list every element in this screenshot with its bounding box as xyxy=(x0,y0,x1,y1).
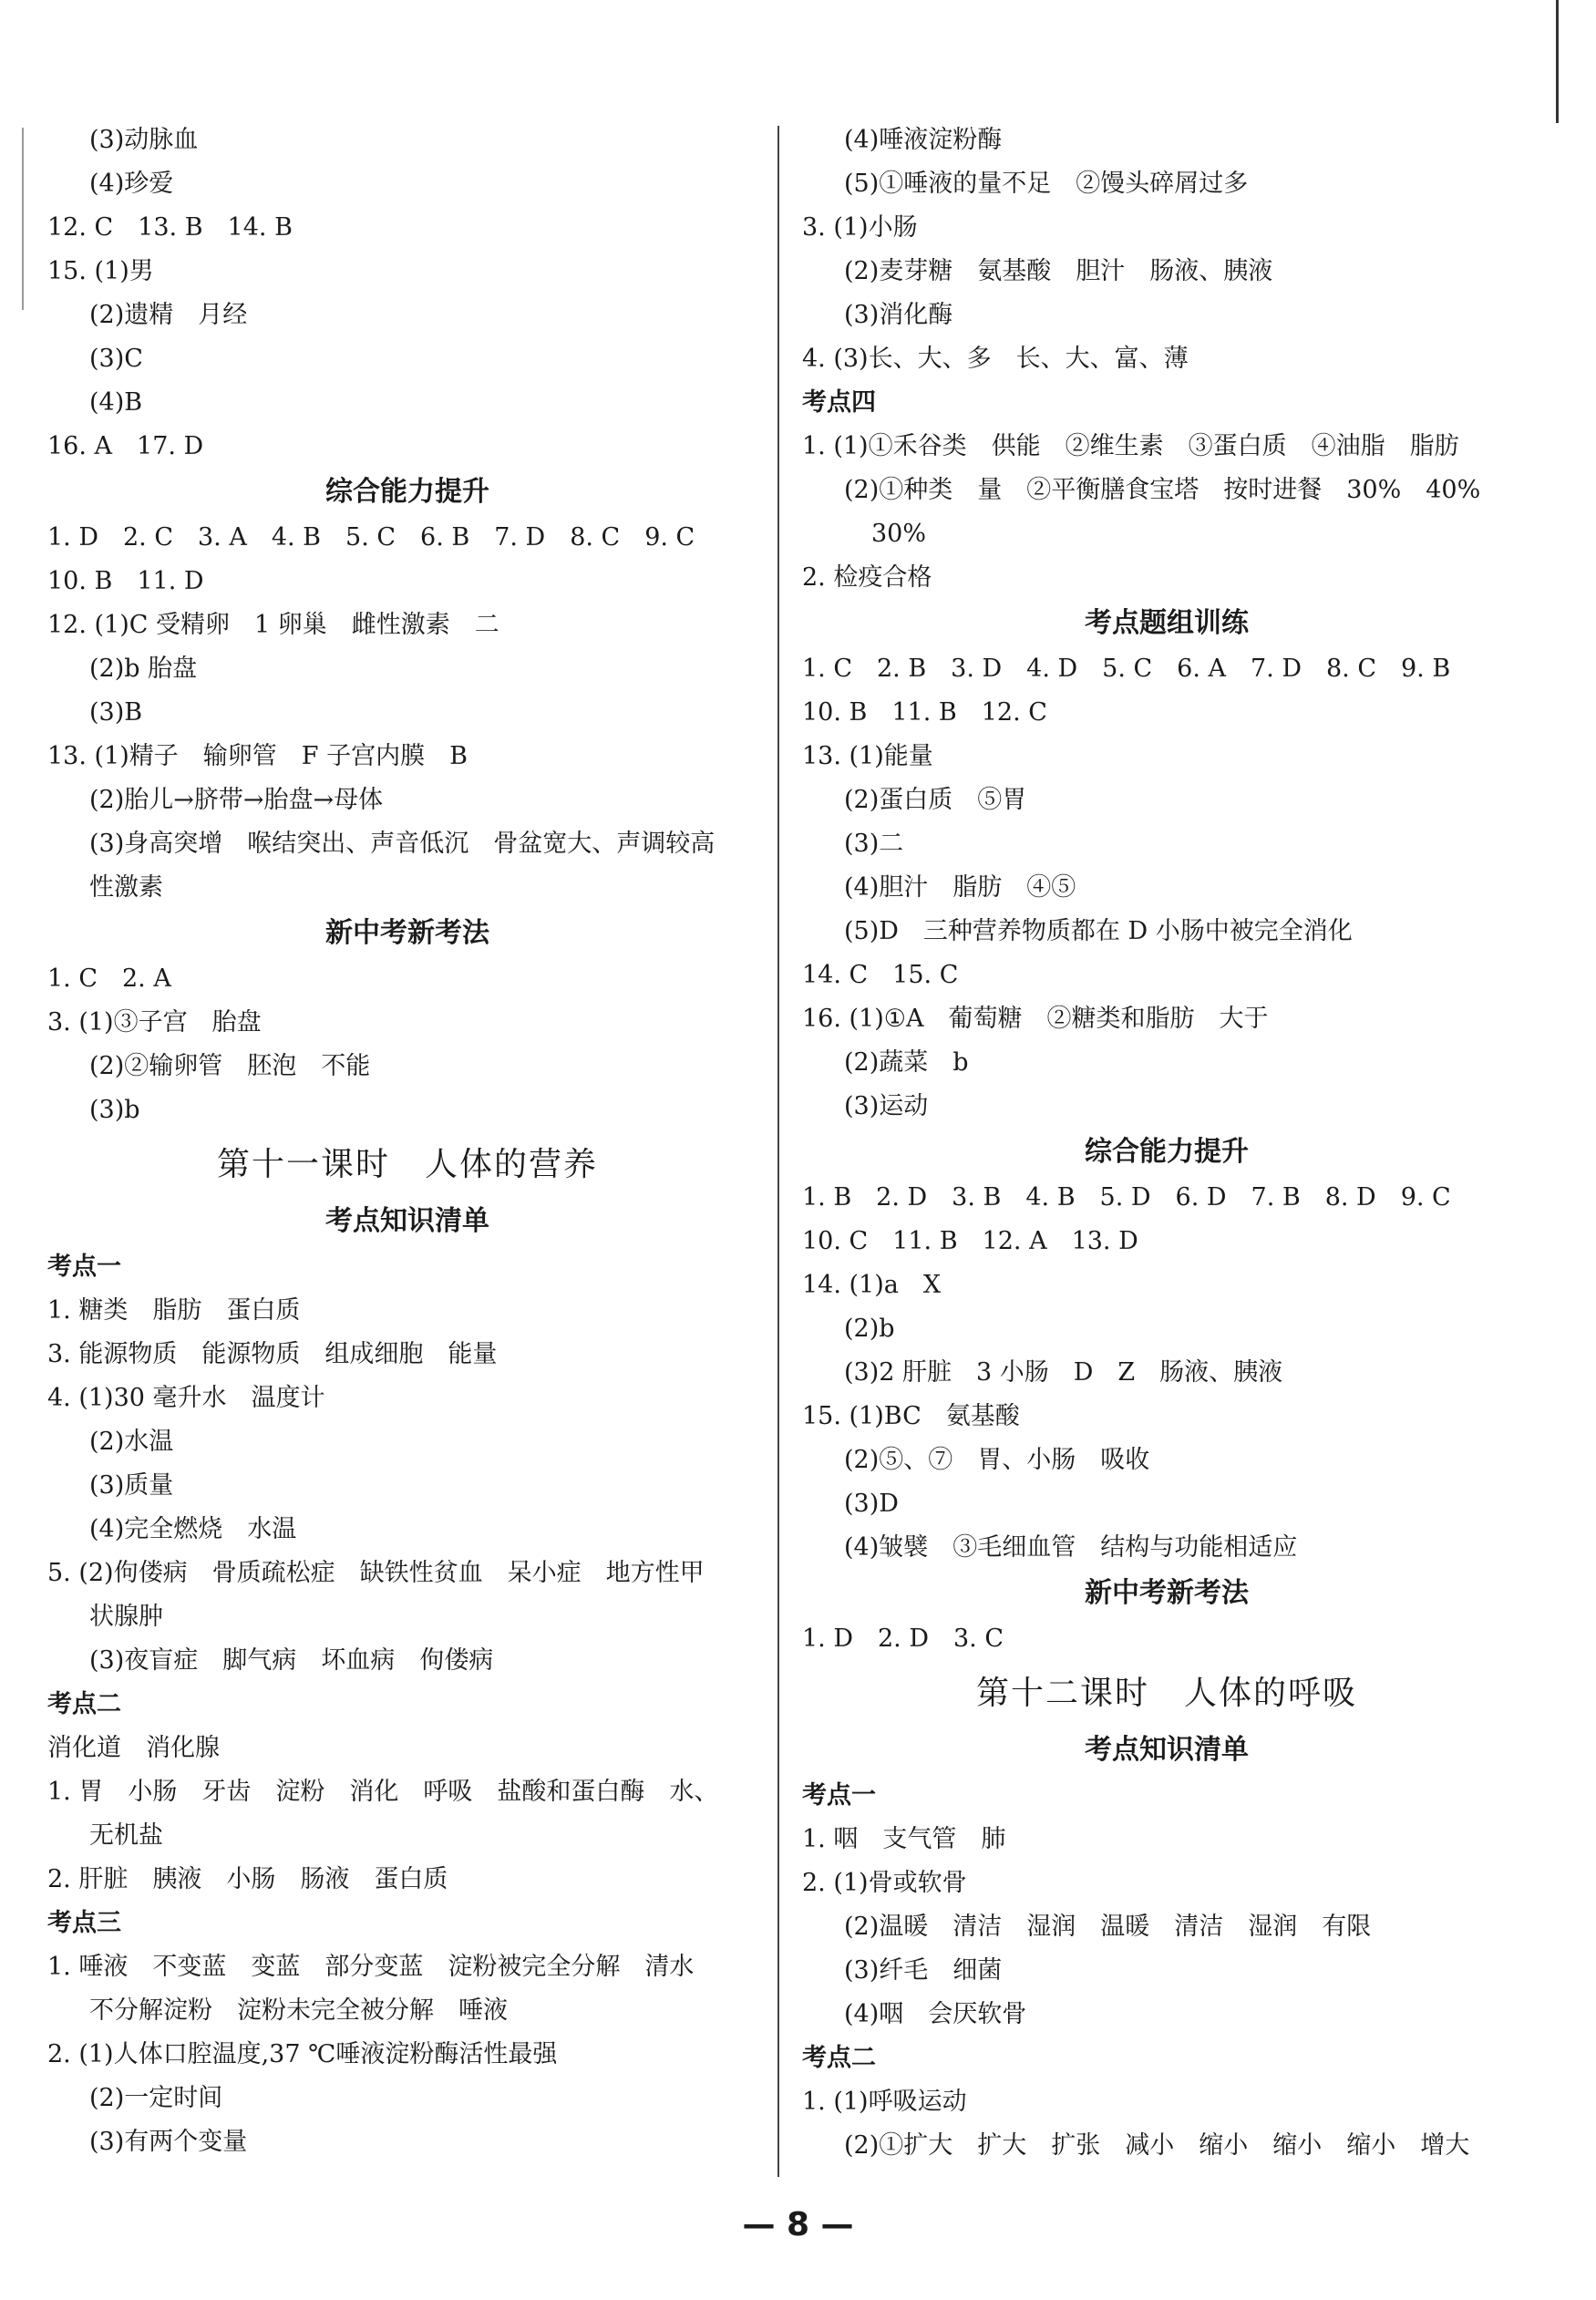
answer-line: 14. (1)a X xyxy=(802,1271,942,1299)
answer-line: (2)温暖 清洁 湿润 温暖 清洁 湿润 有限 xyxy=(844,1913,1372,1941)
answer-line: 1. C 2. B 3. D 4. D 5. C 6. A 7. D 8. C 9. B xyxy=(802,655,1451,683)
left-column xyxy=(47,119,767,2164)
answer-line: 无机盐 xyxy=(89,1821,163,1850)
section-heading: 综合能力提升 xyxy=(1085,1136,1249,1168)
answer-line: 10. C 11. B 12. A 13. D xyxy=(802,1227,1138,1255)
answer-line: (2)b xyxy=(844,1315,895,1343)
section-heading: 新中考新考法 xyxy=(325,917,489,949)
answer-line: 状腺肿 xyxy=(89,1603,163,1631)
answer-line: 15. (1)BC 氨基酸 xyxy=(802,1402,1020,1430)
answer-line: (3)动脉血 xyxy=(89,126,199,154)
answer-line: 10. B 11. B 12. C xyxy=(802,698,1047,727)
answer-line: 1. D 2. C 3. A 4. B 5. C 6. B 7. D 8. C 9. C xyxy=(47,523,695,552)
answer-line: 3. (1)③子宫 胎盘 xyxy=(47,1008,262,1037)
chapter-title: 第十一课时 人体的营养 xyxy=(216,1146,598,1183)
answer-line: (3)B xyxy=(89,698,143,727)
answer-line: (4)咽 会厌软骨 xyxy=(844,2000,1027,2028)
answer-line: (3)C xyxy=(89,345,143,373)
answer-line: 12. (1)C 受精卵 1 卵巢 雌性激素 二 xyxy=(47,611,499,639)
answer-line: (3)二 xyxy=(844,830,904,858)
answer-line: (4)完全燃烧 水温 xyxy=(89,1515,297,1543)
answer-line: 1. 咽 支气管 肺 xyxy=(802,1825,1006,1853)
answer-line: (3)消化酶 xyxy=(844,301,953,329)
answer-line: 10. B 11. D xyxy=(47,567,204,595)
answer-line: (3)2 肝脏 3 小肠 D Z 肠液、胰液 xyxy=(844,1358,1283,1387)
answer-line: (5)D 三种营养物质都在 D 小肠中被完全消化 xyxy=(844,917,1353,945)
answer-line: (2)遗精 月经 xyxy=(89,301,248,329)
answer-line: 3. (1)小肠 xyxy=(802,213,918,242)
answer-line: 1. (1)呼吸运动 xyxy=(802,2088,967,2116)
answer-line: 1. 糖类 脂肪 蛋白质 xyxy=(47,1296,301,1325)
page-edge-line xyxy=(1556,0,1559,123)
answer-line: (3)b xyxy=(89,1096,140,1124)
right-column xyxy=(802,119,1531,2168)
answer-line: (2)⑤、⑦ 胃、小肠 吸收 xyxy=(844,1446,1150,1474)
answer-line: 2. 检疫合格 xyxy=(802,563,932,592)
answer-line: 14. C 15. C xyxy=(802,961,959,989)
answer-line: (2)麦芽糖 氨基酸 胆汁 肠液、胰液 xyxy=(844,257,1273,285)
answer-line: 4. (3)长、大、多 长、大、富、薄 xyxy=(802,345,1189,373)
answer-line: (3)运动 xyxy=(844,1092,929,1120)
answer-line: 16. A 17. D xyxy=(47,432,204,460)
answer-line: (2)水温 xyxy=(89,1428,174,1456)
margin-mark xyxy=(22,128,24,310)
answer-line: (2)胎儿→脐带→胎盘→母体 xyxy=(89,786,384,814)
answer-line: (5)①唾液的量不足 ②馒头碎屑过多 xyxy=(844,170,1249,198)
topic-label: 考点二 xyxy=(47,1690,121,1718)
section-heading: 新中考新考法 xyxy=(1085,1577,1249,1609)
answer-line: 1. C 2. A xyxy=(47,964,171,993)
answer-line: 1. (1)①禾谷类 供能 ②维生素 ③蛋白质 ④油脂 脂肪 xyxy=(802,432,1459,460)
answer-line: (2)①扩大 扩大 扩张 减小 缩小 缩小 缩小 增大 xyxy=(844,2131,1470,2160)
answer-line: (2)蛋白质 ⑤胃 xyxy=(844,786,1027,814)
section-heading: 考点知识清单 xyxy=(1085,1734,1249,1766)
answer-line: (4)珍爱 xyxy=(89,170,174,198)
section-heading: 考点题组训练 xyxy=(1085,607,1249,639)
section-heading: 考点知识清单 xyxy=(325,1205,489,1237)
answer-line: (3)D xyxy=(844,1490,899,1518)
answer-line: 15. (1)男 xyxy=(47,257,154,285)
topic-label: 考点一 xyxy=(802,1781,876,1810)
column-divider xyxy=(777,126,779,2177)
answer-line: (3)身高突增 喉结突出、声音低沉 骨盆宽大、声调较高 xyxy=(89,830,716,858)
answer-line: (2)②输卵管 胚泡 不能 xyxy=(89,1052,371,1080)
answer-line: (3)有两个变量 xyxy=(89,2128,248,2156)
answer-line: 1. 胃 小肠 牙齿 淀粉 消化 呼吸 盐酸和蛋白酶 水、 xyxy=(47,1778,719,1806)
answer-line: (2)①种类 量 ②平衡膳食宝塔 按时进餐 30% 40% xyxy=(844,476,1481,504)
answer-line: 13. (1)精子 输卵管 F 子宫内膜 B xyxy=(47,742,468,770)
answer-line: 1. 唾液 不变蓝 变蓝 部分变蓝 淀粉被完全分解 清水 xyxy=(47,1953,695,1981)
answer-line: 16. (1)①A 葡萄糖 ②糖类和脂肪 大于 xyxy=(802,1005,1269,1033)
answer-line: 30% xyxy=(871,520,927,548)
answer-line: 性激素 xyxy=(89,873,163,902)
answer-line: (3)纤毛 细菌 xyxy=(844,1956,1003,1985)
answer-line: (2)蔬菜 b xyxy=(844,1048,969,1077)
answer-line: 5. (2)佝偻病 骨质疏松症 缺铁性贫血 呆小症 地方性甲 xyxy=(47,1559,705,1587)
answer-line: 2. (1)人体口腔温度,37 ℃唾液淀粉酶活性最强 xyxy=(47,2040,558,2068)
answer-line: (2)b 胎盘 xyxy=(89,655,198,683)
section-heading: 综合能力提升 xyxy=(325,476,489,508)
answer-line: 3. 能源物质 能源物质 组成细胞 能量 xyxy=(47,1340,498,1368)
answer-line: (4)B xyxy=(89,388,143,417)
topic-label: 考点三 xyxy=(47,1909,121,1937)
answer-line: 12. C 13. B 14. B xyxy=(47,213,293,242)
answer-line: 13. (1)能量 xyxy=(802,742,933,770)
topic-label: 考点一 xyxy=(47,1253,121,1281)
answer-line: (2)一定时间 xyxy=(89,2084,223,2112)
answer-line: (4)胆汁 脂肪 ④⑤ xyxy=(844,873,1076,902)
answer-line: 2. 肝脏 胰液 小肠 肠液 蛋白质 xyxy=(47,1865,448,1893)
answer-line: 2. (1)骨或软骨 xyxy=(802,1869,967,1897)
answer-line: 不分解淀粉 淀粉未完全被分解 唾液 xyxy=(89,1996,508,2025)
chapter-title: 第十二课时 人体的呼吸 xyxy=(975,1675,1357,1712)
answer-line: (4)唾液淀粉酶 xyxy=(844,126,1003,154)
answer-line: 4. (1)30 毫升水 温度计 xyxy=(47,1384,325,1412)
answer-line: 消化道 消化腺 xyxy=(47,1734,220,1762)
answer-line: 1. B 2. D 3. B 4. B 5. D 6. D 7. B 8. D 9. C xyxy=(802,1183,1451,1212)
topic-label: 考点二 xyxy=(802,2044,876,2072)
answer-line: (4)皱襞 ③毛细血管 结构与功能相适应 xyxy=(844,1533,1298,1562)
answer-line: (3)夜盲症 脚气病 坏血病 佝偻病 xyxy=(89,1646,494,1675)
topic-label: 考点四 xyxy=(802,388,876,417)
answer-line: 1. D 2. D 3. C xyxy=(802,1624,1004,1653)
page-number: — 8 — xyxy=(742,2206,854,2243)
answer-line: (3)质量 xyxy=(89,1471,174,1500)
